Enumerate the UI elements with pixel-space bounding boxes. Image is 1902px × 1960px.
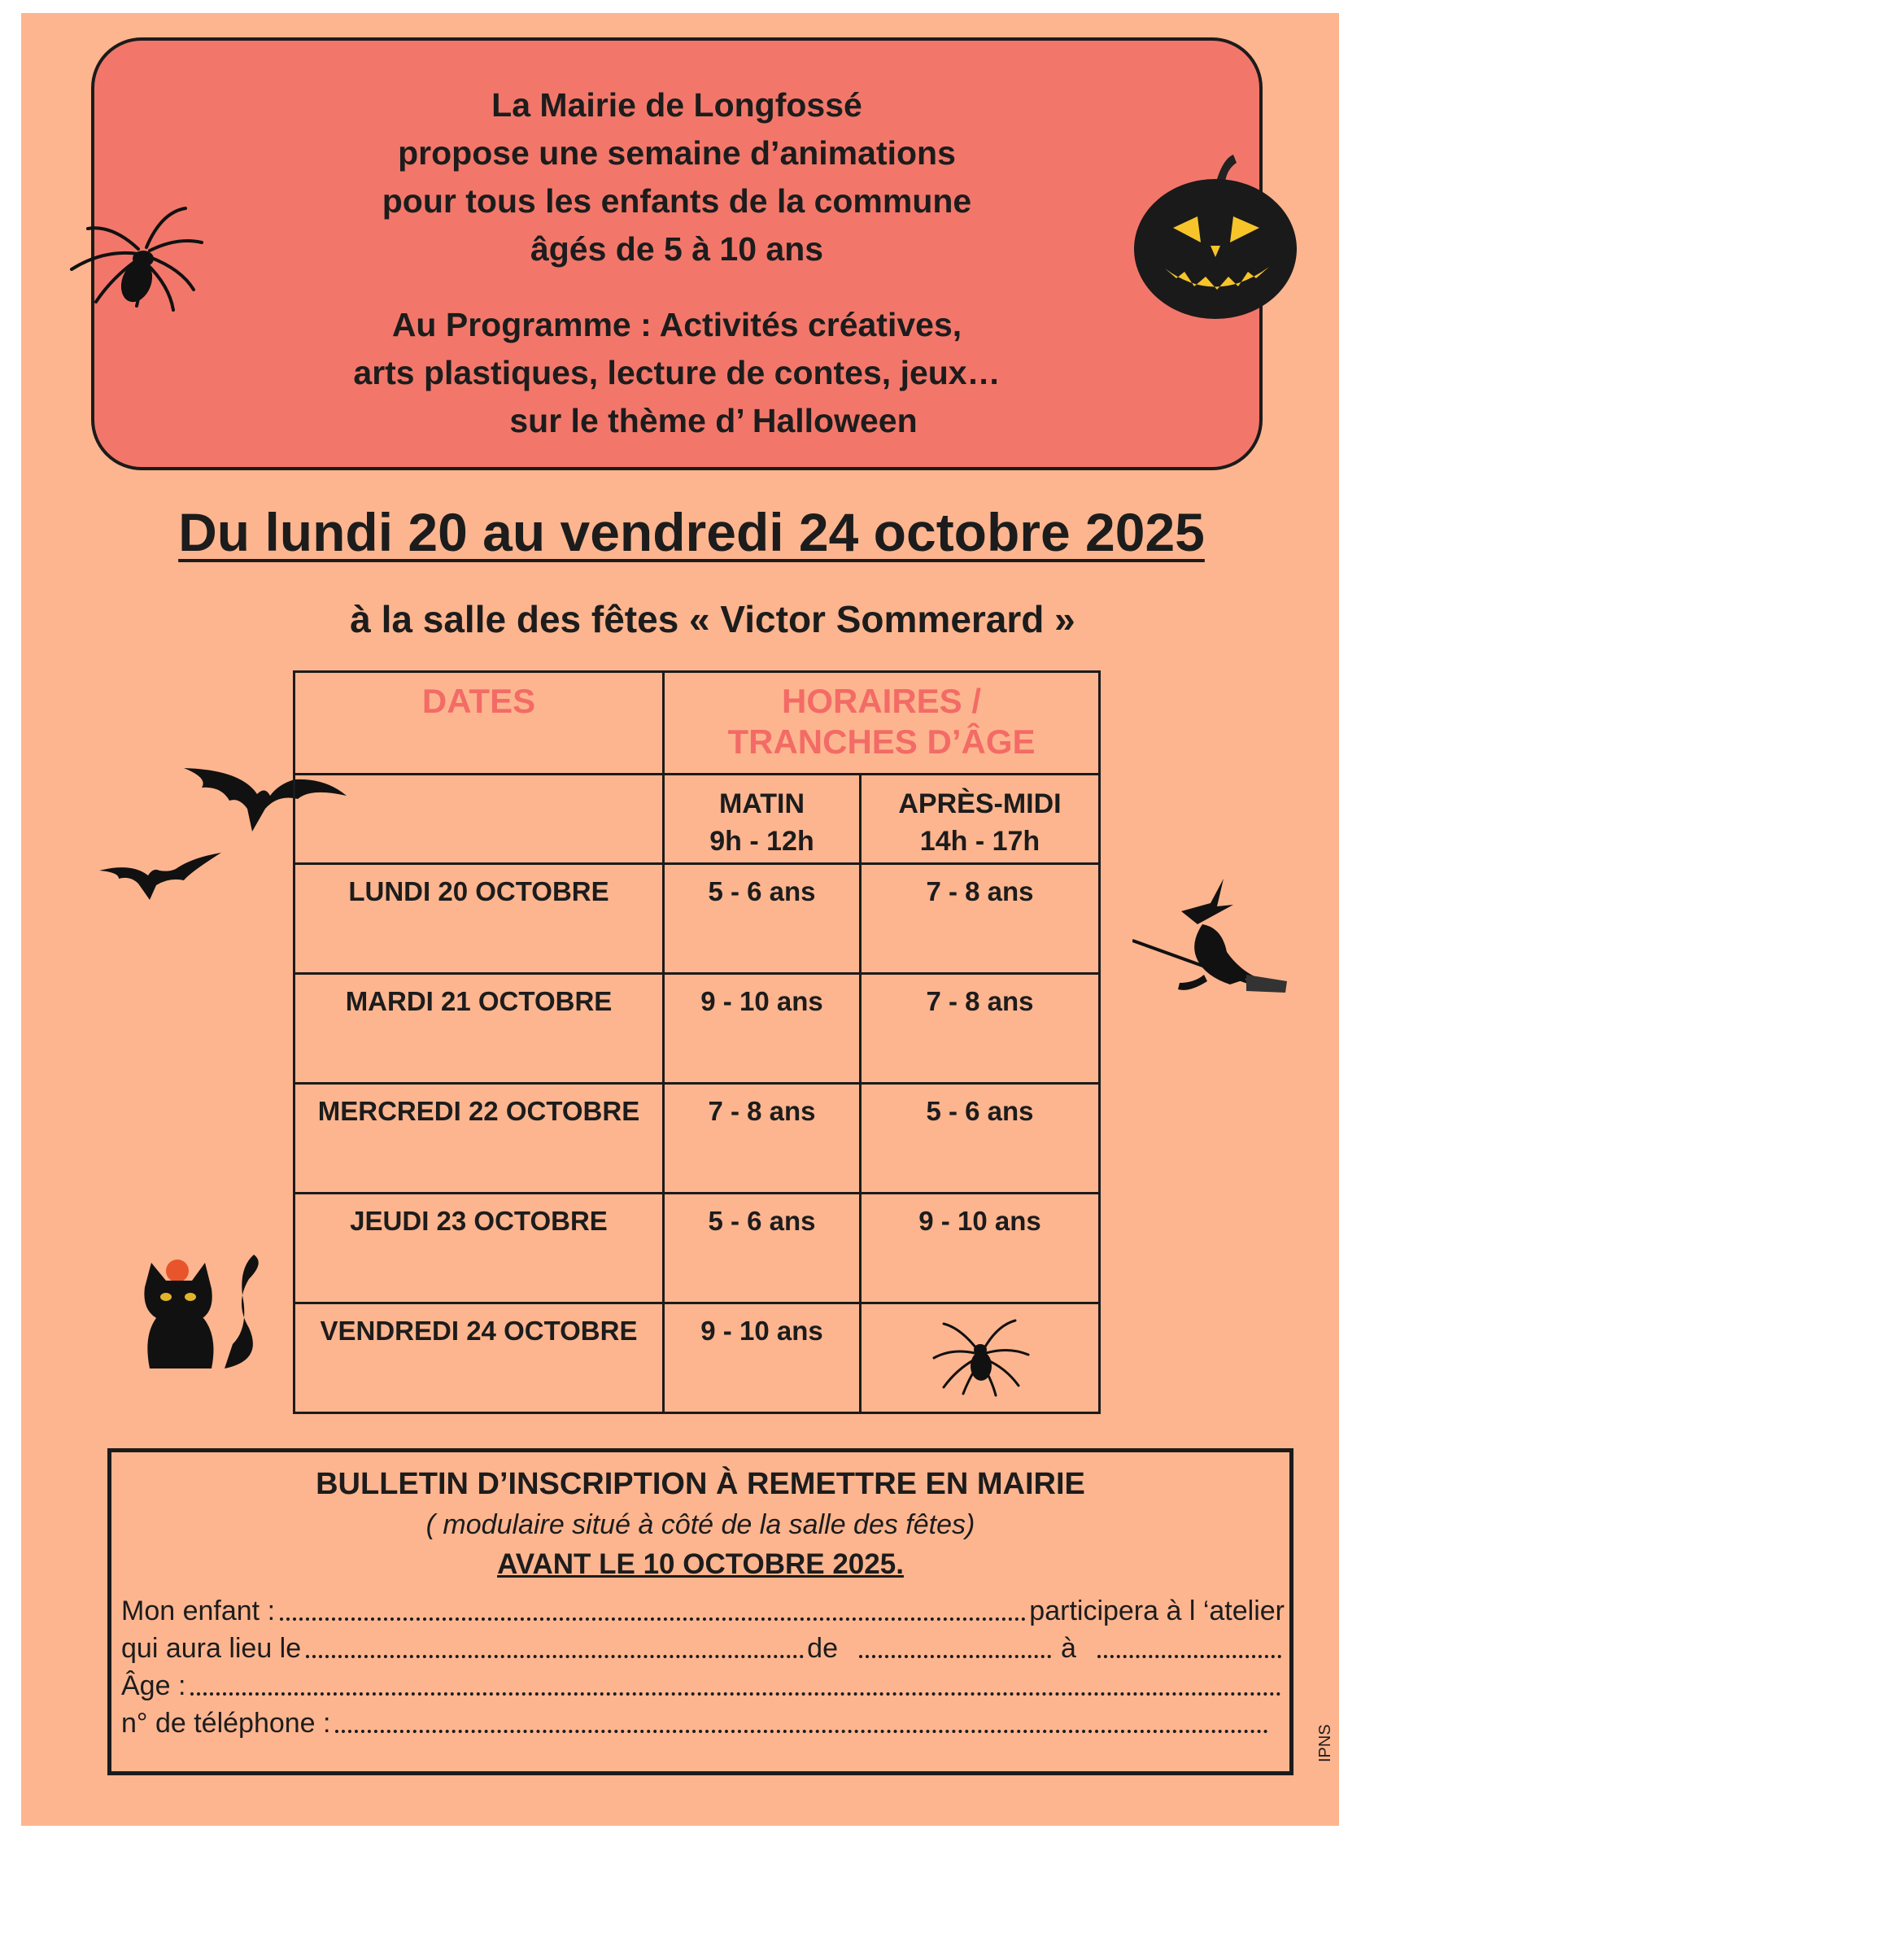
day-cell: VENDREDI 24 OCTOBRE (294, 1303, 664, 1413)
child-label: Mon enfant : (121, 1596, 276, 1626)
registration-form (107, 1448, 1293, 1775)
afternoon-age-cell: 5 - 6 ans (861, 1084, 1100, 1194)
day-cell: JEUDI 23 OCTOBRE (294, 1194, 664, 1303)
to-label: à (1060, 1633, 1076, 1664)
day-cell: MARDI 21 OCTOBRE (294, 974, 664, 1084)
phone-label: n° de téléphone : (121, 1708, 331, 1739)
table-header-row (294, 672, 1100, 775)
afternoon-age-cell (861, 1303, 1100, 1413)
program-line: arts plastiques, lecture de contes, jeux… (353, 354, 1001, 391)
empty-cell (294, 775, 664, 864)
afternoon-time: 14h - 17h (919, 826, 1040, 857)
intro-line: La Mairie de Longfossé (491, 86, 862, 124)
morning-header (664, 775, 861, 864)
morning-age-cell: 9 - 10 ans (664, 974, 861, 1084)
morning-age-cell: 9 - 10 ans (664, 1303, 861, 1413)
intro-line: propose une semaine d’animations (398, 134, 956, 172)
flyer-sheet (21, 13, 1339, 1826)
spider-icon (63, 192, 210, 314)
table-row (294, 974, 1100, 1084)
pumpkin-icon (1126, 146, 1305, 325)
form-deadline: AVANT LE 10 OCTOBRE 2025. (497, 1548, 904, 1580)
child-name-field[interactable] (280, 1617, 1026, 1621)
afternoon-header (861, 775, 1100, 864)
age-field[interactable] (190, 1692, 1281, 1696)
child-line (121, 1596, 1285, 1627)
morning-time: 9h - 12h (709, 826, 814, 857)
spider-icon (927, 1316, 1033, 1397)
afternoon-age-cell: 9 - 10 ans (861, 1194, 1100, 1303)
program-line: sur le thème d’ Halloween (509, 402, 918, 439)
table-row (294, 1084, 1100, 1194)
date-line (121, 1633, 1285, 1665)
phone-line (121, 1708, 1272, 1740)
hours-header (664, 672, 1100, 775)
day-cell: LUNDI 20 OCTOBRE (294, 864, 664, 974)
from-time-field[interactable] (859, 1655, 1051, 1658)
program-text (94, 301, 1259, 445)
hours-header-line: HORAIRES / (781, 682, 982, 720)
from-label: de (807, 1633, 838, 1664)
day-cell: MERCREDI 22 OCTOBRE (294, 1084, 664, 1194)
intro-line: âgés de 5 à 10 ans (530, 230, 824, 268)
age-label: Âge : (121, 1670, 186, 1701)
to-time-field[interactable] (1097, 1655, 1281, 1658)
morning-age-cell: 7 - 8 ans (664, 1084, 861, 1194)
form-subtitle: ( modulaire situé à côté de la salle des fêtes) (425, 1509, 975, 1540)
table-row (294, 864, 1100, 974)
form-title: BULLETIN D’INSCRIPTION À REMETTRE EN MAIRIE (316, 1467, 1085, 1501)
ipns-code: IPNS (1316, 1724, 1334, 1762)
intro-line: pour tous les enfants de la commune (382, 182, 972, 220)
table-row (294, 1194, 1100, 1303)
intro-text (94, 81, 1259, 273)
age-line (121, 1670, 1285, 1702)
date-label: qui aura lieu le (121, 1633, 302, 1664)
afternoon-age-cell: 7 - 8 ans (861, 974, 1100, 1084)
witch-icon (1132, 879, 1295, 1025)
header-box (91, 37, 1263, 470)
date-field[interactable] (306, 1655, 804, 1658)
phone-field[interactable] (335, 1730, 1268, 1733)
morning-age-cell: 5 - 6 ans (664, 1194, 861, 1303)
table-row (294, 1303, 1100, 1413)
afternoon-age-cell: 7 - 8 ans (861, 864, 1100, 974)
venue-text: à la salle des fêtes « Victor Sommerard » (350, 598, 1075, 640)
morning-age-cell: 5 - 6 ans (664, 864, 861, 974)
cat-icon (127, 1238, 273, 1377)
child-suffix: participera à l ‘atelier (1029, 1596, 1285, 1626)
table-subheader-row (294, 775, 1100, 864)
morning-label: MATIN (718, 788, 805, 819)
age-header-line: TRANCHES D’ÂGE (727, 722, 1036, 761)
program-line: Au Programme : Activités créatives, (391, 306, 962, 343)
afternoon-label: APRÈS-MIDI (898, 788, 1062, 819)
dates-header: DATES (294, 672, 664, 775)
event-dates-title: Du lundi 20 au vendredi 24 octobre 2025 (178, 502, 1205, 562)
schedule-table (293, 670, 1101, 1414)
bat-icon (91, 843, 229, 908)
